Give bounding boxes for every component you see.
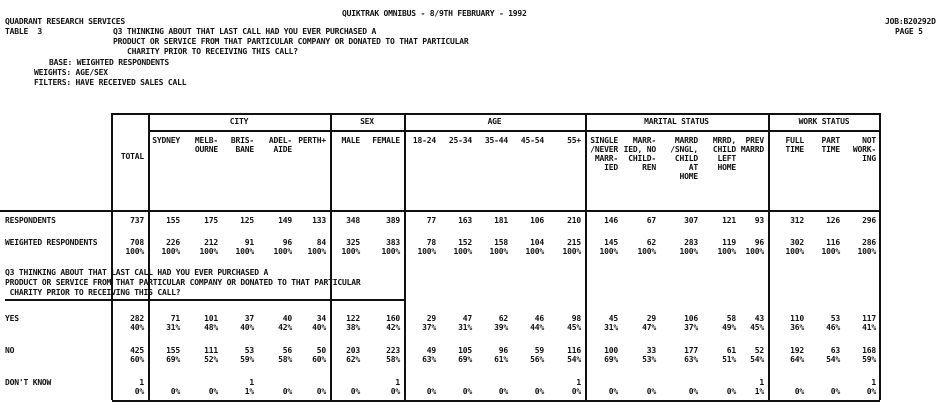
table-cell: 116 (567, 346, 581, 355)
table-cell: 40% (130, 323, 144, 332)
table-cell: 155 (166, 346, 180, 355)
table-cell: 100% (857, 247, 876, 256)
table-cell: 52 (754, 346, 764, 355)
question-underline (5, 299, 404, 301)
table-cell: 54% (826, 355, 840, 364)
column-header: 18-24 (412, 136, 436, 145)
table-cell: 282 (130, 314, 144, 323)
header-bottom-border (0, 210, 880, 212)
group-title: SEX (360, 117, 374, 126)
table-cell: 38% (346, 323, 360, 332)
table-cell: 40 (282, 314, 292, 323)
table-cell: 50 (316, 346, 326, 355)
table-cell: 1% (754, 387, 764, 396)
group-title: CITY (229, 117, 249, 126)
table-cell: 100% (417, 247, 436, 256)
table-cell: 63 (830, 346, 840, 355)
table-cell: 64% (790, 355, 804, 364)
row-label-yes: YES (5, 314, 19, 323)
row-label-respondents: RESPONDENTS (5, 216, 56, 225)
table-cell: 737 (130, 216, 144, 225)
table-cell: 389 (386, 216, 400, 225)
table-cell: 45% (567, 323, 581, 332)
table-cell: 100% (199, 247, 218, 256)
table-cell: 146 (604, 216, 618, 225)
table-cell: 46 (534, 314, 544, 323)
row-question-line-2: PRODUCT OR SERVICE FROM THAT PARTICULAR COMPANY OR DONATED TO THAT PARTICULAR (5, 278, 361, 287)
table-cell: 96 (498, 346, 508, 355)
table-cell: 45 (608, 314, 618, 323)
table-cell: 110 (790, 314, 804, 323)
table-cell: 40% (240, 323, 254, 332)
table-cell: 100% (125, 247, 144, 256)
table-cell: 0% (830, 387, 840, 396)
table-cell: 62 (498, 314, 508, 323)
table-cell: 0% (426, 387, 436, 396)
table-cell: 31% (604, 323, 618, 332)
row-label-weighted: WEIGHTED RESPONDENTS (5, 238, 98, 247)
table-cell: 226 (166, 238, 180, 247)
table-cell: 210 (567, 216, 581, 225)
table-cell: 53% (642, 355, 656, 364)
table-cell: 77 (426, 216, 436, 225)
table-cell: 0% (170, 387, 180, 396)
table-cell: 96 (282, 238, 292, 247)
table-cell: 39% (494, 323, 508, 332)
table-cell: 100% (599, 247, 618, 256)
table-cell: 100% (562, 247, 581, 256)
column-header: 45-54 (520, 136, 544, 145)
table-cell: 0% (350, 387, 360, 396)
table-cell: 53 (244, 346, 254, 355)
table-cell: 133 (312, 216, 326, 225)
table-cell: 212 (204, 238, 218, 247)
table-cell: 100% (453, 247, 472, 256)
table-cell: 29 (426, 314, 436, 323)
table-cell: 49 (426, 346, 436, 355)
row-label-dont-know: DON'T KNOW (5, 378, 52, 387)
job-number: JOB:B20292D (885, 17, 936, 26)
table-cell: 69% (166, 355, 180, 364)
table-cell: 215 (567, 238, 581, 247)
table-cell: 100% (525, 247, 544, 256)
table-cell: 125 (240, 216, 254, 225)
table-cell: 37 (244, 314, 254, 323)
table-cell: 312 (790, 216, 804, 225)
page-number: PAGE 5 (895, 27, 923, 36)
table-cell: 84 (316, 238, 326, 247)
table-cell: 59% (240, 355, 254, 364)
group-title: WORK STATUS (798, 117, 850, 126)
table-cell: 152 (458, 238, 472, 247)
table-cell: 155 (166, 216, 180, 225)
table-cell: 100% (161, 247, 180, 256)
table-cell: 100% (341, 247, 360, 256)
table-cell: 98 (571, 314, 581, 323)
table-cell: 56% (530, 355, 544, 364)
table-cell: 1% (244, 387, 254, 396)
table-cell: 383 (386, 238, 400, 247)
table-cell: 203 (346, 346, 360, 355)
table-cell: 283 (684, 238, 698, 247)
group-title: AGE (487, 117, 502, 126)
table-bottom-border (112, 400, 880, 402)
table-cell: 0% (571, 387, 581, 396)
question-line-2: PRODUCT OR SERVICE FROM THAT PARTICULAR COMPANY OR DONATED TO THAT PARTICULAR (113, 37, 469, 46)
table-cell: 100% (637, 247, 656, 256)
table-cell: 78 (426, 238, 436, 247)
table-cell: 181 (494, 216, 508, 225)
table-cell: 307 (684, 216, 698, 225)
table-cell: 58% (278, 355, 292, 364)
table-cell: 0% (208, 387, 218, 396)
column-header: 55+ (567, 136, 581, 145)
table-cell: 145 (604, 238, 618, 247)
column-header: MRRD, CHILD LEFT HOME (712, 136, 736, 172)
table-cell: 163 (458, 216, 472, 225)
table-cell: 37% (684, 323, 698, 332)
table-cell: 175 (204, 216, 218, 225)
table-cell: 67 (646, 216, 656, 225)
table-cell: 100% (717, 247, 736, 256)
row-label-no: NO (5, 346, 15, 355)
table-cell: 58% (386, 355, 400, 364)
column-header: NOT WORK- ING (852, 136, 876, 163)
table-cell: 0% (726, 387, 736, 396)
table-cell: 0% (498, 387, 508, 396)
table-cell: 1 (395, 378, 400, 387)
table-cell: 0% (866, 387, 876, 396)
table-cell: 0% (134, 387, 144, 396)
column-header: PERTH+ (298, 136, 326, 145)
row-question-line-1: Q3 THINKING ABOUT THAT LAST CALL HAD YOU EVER PURCHASED A (5, 268, 269, 277)
table-cell: 100% (307, 247, 326, 256)
table-cell: 31% (458, 323, 472, 332)
table-cell: 0% (534, 387, 544, 396)
table-cell: 348 (346, 216, 360, 225)
weights-label: WEIGHTS: AGE/SEX (34, 68, 108, 77)
base-label: BASE: WEIGHTED RESPONDENTS (49, 58, 170, 67)
table-cell: 100% (785, 247, 804, 256)
table-cell: 223 (386, 346, 400, 355)
table-cell: 100% (273, 247, 292, 256)
table-cell: 31% (166, 323, 180, 332)
table-cell: 160 (386, 314, 400, 323)
column-header: PART TIME (821, 136, 840, 154)
table-cell: 54% (567, 355, 581, 364)
table-cell: 48% (204, 323, 218, 332)
table-cell: 325 (346, 238, 360, 247)
table-cell: 63% (684, 355, 698, 364)
table-cell: 104 (530, 238, 544, 247)
table-cell: 100% (679, 247, 698, 256)
table-cell: 100% (235, 247, 254, 256)
table-cell: 58 (726, 314, 736, 323)
row-question-line-3: CHARITY PRIOR TO RECEIVING THIS CALL? (5, 288, 181, 297)
table-cell: 69% (458, 355, 472, 364)
table-cell: 96 (754, 238, 764, 247)
table-cell: 93 (754, 216, 764, 225)
table-cell: 34 (316, 314, 326, 323)
table-cell: 53 (830, 314, 840, 323)
table-cell: 117 (862, 314, 876, 323)
table-cell: 100 (604, 346, 618, 355)
table-cell: 49% (722, 323, 736, 332)
table-cell: 425 (130, 346, 144, 355)
table-cell: 60% (130, 355, 144, 364)
table-cell: 62 (646, 238, 656, 247)
table-cell: 60% (312, 355, 326, 364)
table-cell: 47% (642, 323, 656, 332)
column-header: SINGLE /NEVER MARR- IED (590, 136, 618, 172)
table-cell: 40% (312, 323, 326, 332)
table-cell: 69% (604, 355, 618, 364)
table-cell: 0% (794, 387, 804, 396)
table-cell: 29 (646, 314, 656, 323)
table-cell: 59% (862, 355, 876, 364)
table-cell: 52% (204, 355, 218, 364)
table-cell: 168 (862, 346, 876, 355)
table-cell: 1 (871, 378, 876, 387)
table-cell: 116 (826, 238, 840, 247)
table-cell: 101 (204, 314, 218, 323)
table-cell: 41% (862, 323, 876, 332)
table-number: TABLE 3 (5, 27, 42, 36)
table-cell: 63% (422, 355, 436, 364)
table-cell: 119 (722, 238, 736, 247)
report-title: QUIKTRAK OMNIBUS - 8/9TH FEBRUARY - 1992 (342, 9, 527, 18)
table-cell: 100% (381, 247, 400, 256)
table-cell: 51% (722, 355, 736, 364)
column-header: BRIS- BANE (230, 136, 254, 154)
column-header: MALE (341, 136, 360, 145)
table-cell: 302 (790, 238, 804, 247)
column-header: SYDNEY (152, 136, 180, 145)
table-cell: 296 (862, 216, 876, 225)
table-cell: 1 (759, 378, 764, 387)
table-cell: 0% (688, 387, 698, 396)
table-cell: 106 (684, 314, 698, 323)
table-cell: 0% (462, 387, 472, 396)
table-cell: 708 (130, 238, 144, 247)
table-cell: 46% (826, 323, 840, 332)
table-cell: 286 (862, 238, 876, 247)
table-cell: 1 (249, 378, 254, 387)
table-cell: 149 (278, 216, 292, 225)
table-cell: 42% (386, 323, 400, 332)
table-cell: 177 (684, 346, 698, 355)
table-right-border (879, 113, 881, 400)
table-cell: 106 (530, 216, 544, 225)
table-cell: 59 (534, 346, 544, 355)
column-header: MELB- OURNE (194, 136, 218, 154)
table-cell: 122 (346, 314, 360, 323)
table-cell: 126 (826, 216, 840, 225)
table-cell: 36% (790, 323, 804, 332)
table-cell: 0% (390, 387, 400, 396)
column-header: FEMALE (372, 136, 400, 145)
group-title: MARITAL STATUS (644, 117, 709, 126)
table-cell: 61% (494, 355, 508, 364)
table-cell: 54% (750, 355, 764, 364)
table-cell: 47 (462, 314, 472, 323)
table-cell: 121 (722, 216, 736, 225)
table-cell: 45% (750, 323, 764, 332)
column-header: TOTAL (120, 152, 144, 161)
table-cell: 37% (422, 323, 436, 332)
table-cell: 42% (278, 323, 292, 332)
column-header: FULL TIME (785, 136, 804, 154)
column-header: 35-44 (484, 136, 508, 145)
table-cell: 33 (646, 346, 656, 355)
table-cell: 44% (530, 323, 544, 332)
filters-label: FILTERS: HAVE RECEIVED SALES CALL (34, 78, 187, 87)
column-header: MARRD /SNGL, CHILD AT HOME (670, 136, 698, 181)
table-cell: 62% (346, 355, 360, 364)
question-line-1: Q3 THINKING ABOUT THAT LAST CALL HAD YOU EVER PURCHASED A (113, 27, 377, 36)
question-line-3: CHARITY PRIOR TO RECEIVING THIS CALL? (127, 47, 298, 56)
table-cell: 0% (316, 387, 326, 396)
table-cell: 91 (244, 238, 254, 247)
table-cell: 56 (282, 346, 292, 355)
column-header: MARR- IED, NO CHILD- REN (623, 136, 656, 172)
table-cell: 1 (576, 378, 581, 387)
table-cell: 71 (170, 314, 180, 323)
table-cell: 0% (608, 387, 618, 396)
table-cell: 105 (458, 346, 472, 355)
table-cell: 100% (821, 247, 840, 256)
column-header: ADEL- AIDE (268, 136, 292, 154)
table-top-border (112, 113, 880, 115)
table-cell: 100% (745, 247, 764, 256)
table-cell: 0% (282, 387, 292, 396)
table-cell: 43 (754, 314, 764, 323)
table-cell: 192 (790, 346, 804, 355)
table-cell: 100% (489, 247, 508, 256)
table-cell: 1 (139, 378, 144, 387)
column-header: 25-34 (448, 136, 472, 145)
table-cell: 61 (726, 346, 736, 355)
column-header: PREV MARRD (740, 136, 764, 154)
table-cell: 111 (204, 346, 218, 355)
table-cell: 158 (494, 238, 508, 247)
table-cell: 0% (646, 387, 656, 396)
company-name: QUADRANT RESEARCH SERVICES (5, 17, 126, 26)
group-header-divider (148, 130, 880, 132)
